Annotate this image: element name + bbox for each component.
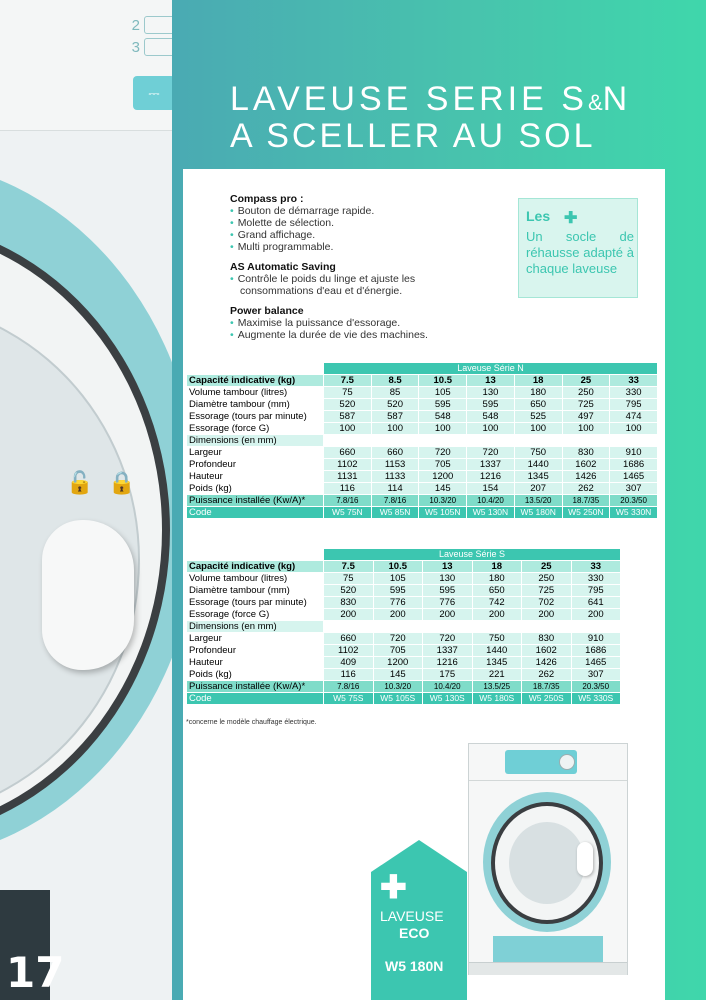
table-row: [187, 459, 658, 471]
table-cell: 1133: [371, 471, 419, 483]
section-label: Dimensions (en mm): [187, 621, 324, 633]
table-cell: 1465: [610, 471, 658, 483]
table-cell: 525: [514, 411, 562, 423]
series-title: Laveuse Série N: [324, 363, 658, 375]
power-cell: 18.7/35: [562, 495, 610, 507]
row-label: Hauteur: [187, 657, 324, 669]
table-cell: 1216: [467, 471, 515, 483]
table-cell: 85: [371, 387, 419, 399]
feature-heading: Power balance: [230, 305, 304, 317]
panel-button-number: 2: [131, 16, 140, 34]
table-row: [187, 585, 621, 597]
power-cell: 10.3/20: [373, 681, 423, 693]
table-cell: 1102: [324, 459, 372, 471]
section-row: [187, 435, 658, 447]
code-row: [187, 693, 621, 705]
power-row: [187, 681, 621, 693]
row-label: Code: [187, 693, 324, 705]
table-cell: 1216: [423, 657, 473, 669]
table-cell: 1345: [514, 471, 562, 483]
panel-button-row: [118, 36, 172, 58]
washer-product-image: [468, 743, 628, 975]
row-label: Hauteur: [187, 471, 324, 483]
table-corner: [187, 363, 324, 375]
table-corner: [187, 549, 324, 561]
table-cell: 742: [472, 597, 522, 609]
eco-model: W5 180N: [385, 958, 444, 974]
power-cell: 10.4/20: [423, 681, 473, 693]
row-label: Capacité indicative (kg): [187, 561, 324, 573]
table-cell: 795: [610, 399, 658, 411]
table-cell: 720: [423, 633, 473, 645]
row-label: Largeur: [187, 447, 324, 459]
page-title-line2: A SCELLER AU SOL: [230, 117, 596, 155]
feature-item: • Bouton de démarrage rapide.: [230, 205, 450, 217]
washer-glass: [509, 822, 585, 904]
les-plus-box: [518, 198, 638, 298]
power-cell: 7.8/16: [324, 681, 374, 693]
table-cell: 100: [467, 423, 515, 435]
table-cell: 795: [571, 585, 621, 597]
feature-heading: AS Automatic Saving: [230, 261, 336, 273]
row-label: Capacité indicative (kg): [187, 375, 324, 387]
code-cell: W5 330N: [610, 507, 658, 519]
code-cell: W5 250S: [522, 693, 572, 705]
row-label: Essorage (force G): [187, 609, 324, 621]
feature-item: • Molette de sélection.: [230, 217, 450, 229]
table-cell: 1102: [324, 645, 374, 657]
table-cell: 262: [562, 483, 610, 495]
table-cell: 474: [610, 411, 658, 423]
table-cell: 200: [571, 609, 621, 621]
row-label: Profondeur: [187, 459, 324, 471]
power-cell: 7.8/16: [324, 495, 372, 507]
panel-button-slot: [144, 16, 172, 34]
row-label: Diamètre tambour (mm): [187, 399, 324, 411]
table-cell: 720: [467, 447, 515, 459]
table-cell: 1131: [324, 471, 372, 483]
table-cell: 660: [324, 447, 372, 459]
table-cell: 660: [324, 633, 374, 645]
table-cell: 180: [514, 387, 562, 399]
table-row: [187, 645, 621, 657]
capacity-row: [187, 561, 621, 573]
table-cell: 910: [571, 633, 621, 645]
table-cell: 175: [423, 669, 473, 681]
lock-icon: 🔒: [108, 470, 136, 495]
table-cell: 702: [522, 597, 572, 609]
table-row: [187, 411, 658, 423]
power-cell: 13.5/20: [514, 495, 562, 507]
table-cell: 75: [324, 387, 372, 399]
power-cell: 20.3/50: [610, 495, 658, 507]
table-cell: 587: [324, 411, 372, 423]
row-label: Poids (kg): [187, 669, 324, 681]
capacity-cell: 10.5: [419, 375, 467, 387]
washer-handle: [577, 842, 593, 876]
table-cell: 180: [472, 573, 522, 585]
table-cell: 650: [472, 585, 522, 597]
row-label: Volume tambour (litres): [187, 573, 324, 585]
code-cell: W5 75S: [324, 693, 374, 705]
table-cell: 641: [571, 597, 621, 609]
table-cell: 330: [571, 573, 621, 585]
table-cell: 130: [423, 573, 473, 585]
table-cell: 1686: [571, 645, 621, 657]
table-cell: 330: [610, 387, 658, 399]
table-cell: 100: [514, 423, 562, 435]
code-cell: W5 180S: [472, 693, 522, 705]
power-cell: 20.3/50: [571, 681, 621, 693]
table-cell: 1426: [522, 657, 572, 669]
table-cell: 116: [324, 669, 374, 681]
code-row: [187, 507, 658, 519]
table-cell: 250: [522, 573, 572, 585]
table-cell: 705: [419, 459, 467, 471]
table-row: [187, 573, 621, 585]
table-cell: 207: [514, 483, 562, 495]
table-cell: 75: [324, 573, 374, 585]
page-title-line1: [230, 80, 631, 119]
table-cell: 100: [419, 423, 467, 435]
table-cell: 830: [562, 447, 610, 459]
table-cell: 830: [522, 633, 572, 645]
spec-table-series-s: [186, 548, 621, 705]
row-label: Poids (kg): [187, 483, 324, 495]
table-cell: 1440: [514, 459, 562, 471]
table-cell: 548: [419, 411, 467, 423]
table-cell: 595: [419, 399, 467, 411]
table-cell: 1200: [419, 471, 467, 483]
feature-item: • Maximise la puissance d'essorage.: [230, 317, 450, 329]
table-cell: 1337: [467, 459, 515, 471]
table-cell: 548: [467, 411, 515, 423]
feature-item: • Multi programmable.: [230, 241, 450, 253]
table-cell: 130: [467, 387, 515, 399]
power-cell: 13.5/25: [472, 681, 522, 693]
table-cell: 100: [371, 423, 419, 435]
table-cell: 520: [371, 399, 419, 411]
table-cell: 650: [514, 399, 562, 411]
table-cell: 1602: [562, 459, 610, 471]
table-cell: 750: [514, 447, 562, 459]
capacity-cell: 33: [571, 561, 621, 573]
panel-buttons: [118, 14, 172, 58]
table-cell: 1440: [472, 645, 522, 657]
table-cell: 595: [373, 585, 423, 597]
table-cell: 145: [373, 669, 423, 681]
table-cell: 1337: [423, 645, 473, 657]
table-cell: 200: [423, 609, 473, 621]
capacity-cell: 13: [467, 375, 515, 387]
page-number: 17: [6, 948, 65, 997]
table-cell: 200: [324, 609, 374, 621]
table-cell: 262: [522, 669, 572, 681]
eco-label-line2: ECO: [399, 925, 430, 941]
capacity-cell: 13: [423, 561, 473, 573]
plus-icon: ✚: [380, 869, 407, 905]
table-cell: 116: [324, 483, 372, 495]
table-cell: 1686: [610, 459, 658, 471]
capacity-cell: 25: [562, 375, 610, 387]
table-cell: 409: [324, 657, 374, 669]
usb-icon: ⎓: [133, 76, 172, 110]
table-cell: 660: [371, 447, 419, 459]
capacity-cell: 18: [472, 561, 522, 573]
table-row: [187, 669, 621, 681]
table-cell: 100: [324, 423, 372, 435]
table-cell: 154: [467, 483, 515, 495]
capacity-cell: 7.5: [324, 561, 374, 573]
section-filler: [324, 435, 658, 447]
table-cell: 1426: [562, 471, 610, 483]
table-cell: 1153: [371, 459, 419, 471]
power-cell: 10.3/20: [419, 495, 467, 507]
plus-icon: ✚: [564, 210, 578, 227]
code-cell: W5 130S: [423, 693, 473, 705]
table-cell: 705: [373, 645, 423, 657]
table-row: [187, 657, 621, 669]
code-cell: W5 330S: [571, 693, 621, 705]
row-label: Largeur: [187, 633, 324, 645]
feature-item: • Contrôle le poids du linge et ajuste les consommations d'eau et d'énergie.: [230, 273, 450, 297]
code-cell: W5 85N: [371, 507, 419, 519]
table-row: [187, 447, 658, 459]
row-label: Essorage (force G): [187, 423, 324, 435]
table-cell: 200: [522, 609, 572, 621]
table-cell: 114: [371, 483, 419, 495]
capacity-cell: 10.5: [373, 561, 423, 573]
table-row: [187, 597, 621, 609]
feature-heading: Compass pro :: [230, 193, 304, 205]
les-plus-text: Un socle de réhausse adapté à chaque laveuse: [526, 229, 634, 276]
code-cell: W5 130N: [467, 507, 515, 519]
code-cell: W5 105S: [373, 693, 423, 705]
table-cell: 776: [373, 597, 423, 609]
table-cell: 595: [467, 399, 515, 411]
table-cell: 105: [419, 387, 467, 399]
section-filler: [324, 621, 621, 633]
table-cell: 910: [610, 447, 658, 459]
series-row: [187, 549, 621, 561]
code-cell: W5 105N: [419, 507, 467, 519]
table-row: [187, 471, 658, 483]
table-cell: 750: [472, 633, 522, 645]
row-label: Essorage (tours par minute): [187, 411, 324, 423]
table-cell: 587: [371, 411, 419, 423]
table-cell: 250: [562, 387, 610, 399]
les-plus-title: Les: [526, 208, 551, 224]
table-cell: 307: [610, 483, 658, 495]
row-label: Profondeur: [187, 645, 324, 657]
row-label: Puissance installée (Kw/A)*: [187, 681, 324, 693]
row-label: Code: [187, 507, 324, 519]
table-cell: 776: [423, 597, 473, 609]
table-cell: 720: [373, 633, 423, 645]
section-row: [187, 621, 621, 633]
table-cell: 725: [562, 399, 610, 411]
code-cell: W5 250N: [562, 507, 610, 519]
capacity-cell: 33: [610, 375, 658, 387]
footnote: *concerne le modèle chauffage électrique.: [186, 719, 317, 726]
table-cell: 200: [472, 609, 522, 621]
feature-item: • Grand affichage.: [230, 229, 450, 241]
table-cell: 520: [324, 399, 372, 411]
washer-feet: [469, 962, 627, 975]
spec-table-series-n: [186, 362, 658, 519]
feature-list: [230, 193, 450, 341]
row-label: Essorage (tours par minute): [187, 597, 324, 609]
power-cell: 7.8/16: [371, 495, 419, 507]
capacity-cell: 25: [522, 561, 572, 573]
capacity-cell: 18: [514, 375, 562, 387]
power-cell: 18.7/35: [522, 681, 572, 693]
table-cell: 497: [562, 411, 610, 423]
capacity-cell: 7.5: [324, 375, 372, 387]
table-row: [187, 483, 658, 495]
table-cell: 145: [419, 483, 467, 495]
table-cell: 520: [324, 585, 374, 597]
table-cell: 725: [522, 585, 572, 597]
table-cell: 200: [373, 609, 423, 621]
table-row: [187, 387, 658, 399]
code-cell: W5 180N: [514, 507, 562, 519]
series-row: [187, 363, 658, 375]
row-label: Diamètre tambour (mm): [187, 585, 324, 597]
panel-button-number: 3: [131, 38, 140, 56]
table-cell: 1200: [373, 657, 423, 669]
table-row: [187, 423, 658, 435]
feature-item: • Augmente la durée de vie des machines.: [230, 329, 450, 341]
title-main: LAVEUSE SERIE S: [230, 80, 588, 118]
power-row: [187, 495, 658, 507]
table-cell: 221: [472, 669, 522, 681]
table-row: [187, 633, 621, 645]
door-handle: [42, 520, 134, 670]
capacity-row: [187, 375, 658, 387]
table-cell: 720: [419, 447, 467, 459]
series-title: Laveuse Série S: [324, 549, 621, 561]
table-cell: 100: [562, 423, 610, 435]
table-row: [187, 609, 621, 621]
table-cell: 1345: [472, 657, 522, 669]
table-cell: 1465: [571, 657, 621, 669]
row-label: Puissance installée (Kw/A)*: [187, 495, 324, 507]
table-cell: 307: [571, 669, 621, 681]
title-end: N: [602, 80, 632, 118]
capacity-cell: 8.5: [371, 375, 419, 387]
washer-closeup-photo: [0, 0, 172, 1000]
title-amp: &: [587, 90, 603, 115]
eco-label-line1: LAVEUSE: [380, 908, 444, 924]
table-cell: 830: [324, 597, 374, 609]
table-cell: 105: [373, 573, 423, 585]
panel-button-row: [118, 14, 172, 36]
washer-dial: [559, 754, 575, 770]
washer-base: [493, 936, 603, 962]
unlock-icon: 🔓: [66, 470, 94, 495]
code-cell: W5 75N: [324, 507, 372, 519]
table-cell: 595: [423, 585, 473, 597]
power-cell: 10.4/20: [467, 495, 515, 507]
table-cell: 100: [610, 423, 658, 435]
panel-button-slot: [144, 38, 172, 56]
row-label: Volume tambour (litres): [187, 387, 324, 399]
table-cell: 1602: [522, 645, 572, 657]
table-row: [187, 399, 658, 411]
section-label: Dimensions (en mm): [187, 435, 324, 447]
